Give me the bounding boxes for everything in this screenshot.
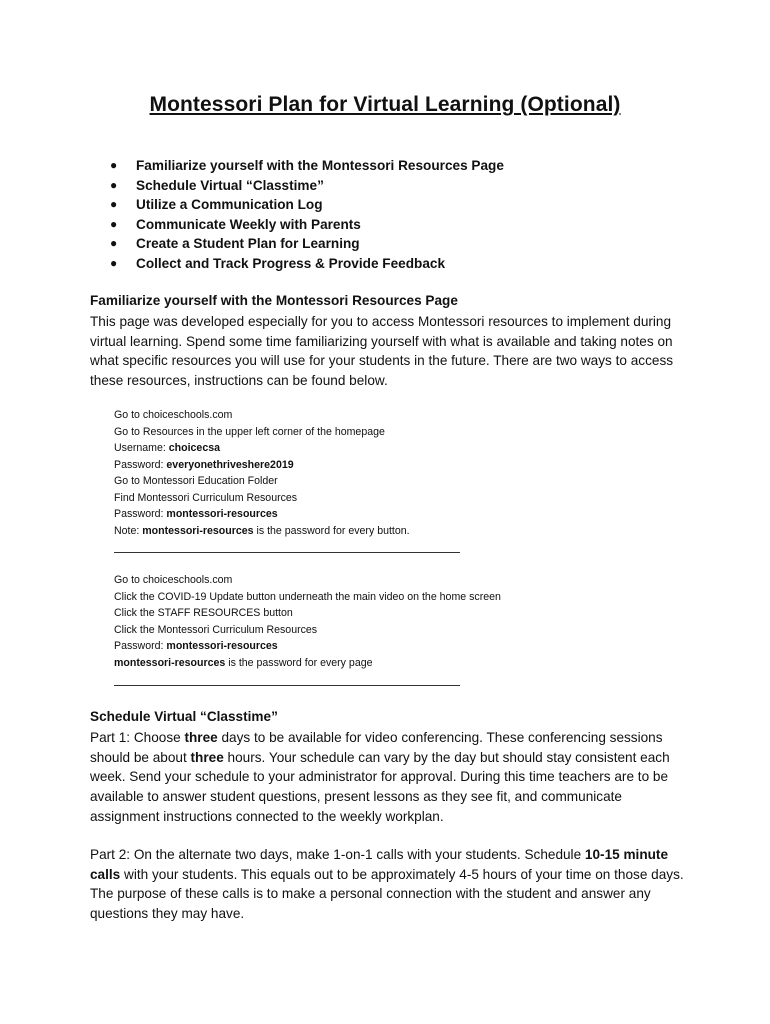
bold-text: three: [184, 730, 218, 745]
bold-text: montessori-resources: [166, 508, 278, 520]
instruction-line: [114, 622, 501, 639]
instruction-line: [114, 605, 501, 622]
access-steps-1: [114, 407, 410, 539]
divider: [114, 552, 460, 553]
text-run: Password:: [114, 640, 167, 652]
bold-text: montessori-resources: [142, 524, 254, 537]
instruction-line: [114, 523, 410, 540]
text-run: Password:: [114, 458, 167, 471]
text-run: Go to choiceschools.com: [114, 409, 233, 421]
text-run: Click the STAFF RESOURCES button: [114, 607, 293, 619]
page-title: Montessori Plan for Virtual Learning (Optional): [149, 93, 621, 116]
text-run: with your students. This equals out to be approximately 4-5 hours of your time on those days. The purpose of these calls is to make a personal connection with the student and answer any questions they may have.: [90, 866, 684, 922]
bullet-icon: ●: [110, 177, 118, 192]
text-run: Part 1: Choose: [90, 730, 185, 745]
list-item: ● Familiarize yourself with the Montessori Resources Page: [110, 156, 504, 176]
text-run: Click the Montessori Curriculum Resources: [114, 623, 318, 636]
bullet-icon: ●: [110, 216, 118, 231]
instruction-line: [114, 490, 410, 507]
text-run: Go to Resources in the upper left corner of the homepage: [114, 425, 385, 438]
list-item: ● Utilize a Communication Log: [110, 195, 504, 215]
instruction-line: [114, 638, 501, 655]
bold-text: montessori-resources: [114, 656, 226, 669]
section-heading-resources: Familiarize yourself with the Montessori Resources Page: [90, 293, 458, 308]
instruction-line: [114, 589, 501, 606]
instruction-line: [114, 407, 410, 424]
instruction-line: [114, 473, 410, 490]
text-run: Go to choiceschools.com: [114, 574, 233, 586]
text-run: Password:: [114, 508, 167, 520]
text-run: Part 2: On the alternate two days, make 1-on-1 calls with your students. Schedule: [90, 847, 585, 862]
access-steps-2: [114, 572, 501, 671]
instruction-line: [114, 655, 501, 672]
classtime-part1: [90, 728, 690, 827]
text-run: Go to Montessori Education Folder: [114, 475, 278, 487]
text-run: hours. Your schedule can vary by the day but should stay consistent each week. Send your schedule to your administrator for approval. During this time teachers are to be available to answer student questions, present lessons as they see fit, and communicate assignment instructions connected to the weekly workplan.: [90, 749, 670, 824]
text-run: days to be available for video conferencing. These conferencing sessions should be about: [90, 730, 663, 765]
bold-text: choicecsa: [168, 442, 221, 454]
instruction-line: [114, 424, 410, 441]
list-item: ● Schedule Virtual “Classtime”: [110, 176, 504, 196]
list-item: ● Create a Student Plan for Learning: [110, 234, 504, 254]
text-run: Username:: [114, 442, 169, 454]
bullet-icon: ●: [110, 236, 118, 250]
instruction-line: [114, 457, 410, 474]
bold-text: montessori-resources: [166, 640, 278, 652]
bold-text: everyonethriveshere2019: [166, 458, 294, 471]
bold-text: 10-15 minute calls: [90, 847, 669, 882]
instruction-line: [114, 506, 410, 523]
section-heading-classtime: Schedule Virtual “Classtime”: [90, 709, 278, 724]
text-run: is the password for every button.: [253, 524, 410, 537]
list-item: ● Communicate Weekly with Parents: [110, 215, 504, 235]
resources-intro: This page was developed especially for you to access Montessori resources to implement during virtual learning. Spend some time familiarizing yourself with what is available and taking notes on what specific resources you will use for your students in the future. There are two ways to access these resources, instructions can be found below.: [90, 314, 674, 389]
bullet-icon: ●: [110, 158, 118, 172]
overview-list: [110, 156, 504, 273]
bullet-icon: ●: [110, 255, 118, 270]
text-run: Find Montessori Curriculum Resources: [114, 491, 298, 504]
instruction-line: [114, 572, 501, 589]
divider: [114, 685, 460, 686]
text-run: Note:: [114, 524, 143, 537]
bullet-icon: ●: [110, 197, 118, 211]
instruction-line: [114, 440, 410, 457]
text-run: is the password for every page: [225, 656, 373, 669]
bold-text: three: [190, 749, 224, 765]
classtime-part2: [90, 845, 690, 924]
list-item: ● Collect and Track Progress & Provide Feedback: [110, 254, 504, 274]
text-run: Click the COVID-19 Update button underneath the main video on the home screen: [114, 590, 501, 603]
